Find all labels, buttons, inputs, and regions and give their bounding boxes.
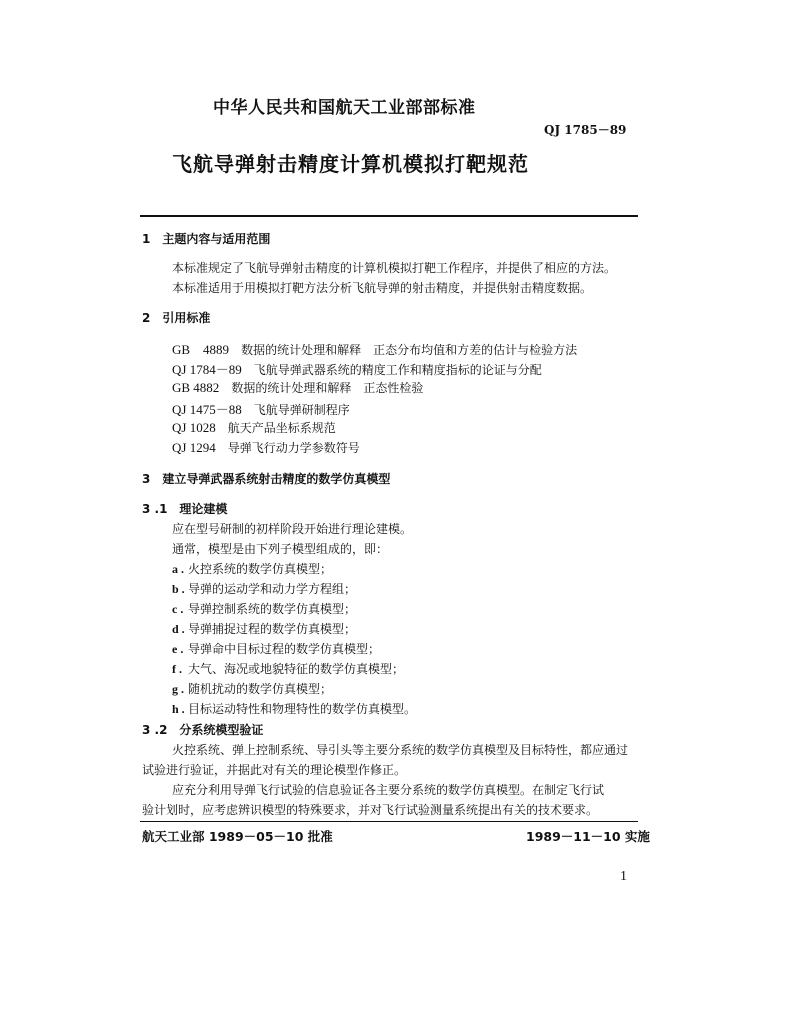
section-3-2-paragraph-1-line-2: 试验进行验证，并据此对有关的理论模型作修正。 [142,763,407,777]
section-3-2-heading: 3 .2 分系统模型验证 [142,723,264,737]
ministry-header: 中华人民共和国航天工业部部标准 [213,98,476,118]
list-item [172,640,380,657]
list-item [172,620,356,637]
list-item-label: a . [172,562,184,576]
reference-code: QJ 1784－89 [172,362,242,377]
list-item [172,600,356,617]
section-1-paragraph-2: 本标准适用于用模拟打靶方法分析飞航导弹的射击精度，并提供射击精度数据。 [172,281,593,295]
list-item-text: 导弹控制系统的数学仿真模型； [188,602,357,616]
list-item [172,700,416,717]
reference-code: QJ 1294 [172,440,216,455]
list-item [172,680,332,697]
reference-title: 航天产品坐标系规范 [227,421,336,435]
effective-date: 1989－11－10 实施 [526,829,650,844]
list-item [172,560,332,577]
page-number: 1 [620,869,627,884]
list-item [172,660,404,677]
approval-date: 航天工业部 1989－05－10 批准 [142,829,333,844]
reference-code: GB 4889 [172,342,230,357]
list-item-text: 大气、海况或地貌特征的数学仿真模型； [188,662,405,676]
reference-title: 数据的统计处理和解释 正态分布均值和方差的估计与检验方法 [241,343,578,357]
reference-code: QJ 1028 [172,420,216,435]
list-item-label: g . [172,682,184,696]
section-1-paragraph-1: 本标准规定了飞航导弹射击精度的计算机模拟打靶工作程序，并提供了相应的方法。 [172,261,617,275]
list-item [172,580,356,597]
list-item-label: c . [172,602,184,616]
list-item-text: 导弹的运动学和动力学方程组； [188,582,357,596]
section-3-2-paragraph-2-line-2: 验计划时，应考虑辨识模型的特殊要求，并对飞行试验测量系统提出有关的技术要求。 [142,803,599,817]
reference-title: 飞航导弹武器系统的精度工作和精度指标的论证与分配 [253,363,542,377]
reference-title: 飞航导弹研制程序 [253,403,350,417]
reference-item [172,379,423,396]
reference-title: 导弹飞行动力学参数符号 [227,441,360,455]
section-1-heading: 1 主题内容与适用范围 [142,232,271,246]
document-title: 飞航导弹射击精度计算机模拟打靶规范 [172,152,529,176]
top-rule-thick [140,215,638,217]
reference-item [172,339,577,358]
standard-code: QJ 1785－89 [544,123,627,137]
list-item-text: 导弹命中目标过程的数学仿真模型； [188,642,381,656]
list-item-label: d . [172,622,185,636]
reference-title: 数据的统计处理和解释 正态性检验 [231,381,424,395]
list-item-text: 目标运动特性和物理特性的数学仿真模型。 [188,702,417,716]
list-item-label: e . [172,642,184,656]
reference-code: QJ 1475－88 [172,402,242,417]
section-3-1-paragraph-1: 应在型号研制的初样阶段开始进行理论建模。 [172,522,413,536]
section-2-heading: 2 引用标准 [142,311,211,325]
list-item-label: b . [172,582,185,596]
reference-item [172,419,336,436]
reference-item [172,399,350,418]
reference-code: GB 4882 [172,380,220,395]
section-3-heading: 3 建立导弹武器系统射击精度的数学仿真模型 [142,472,391,486]
list-item-text: 导弹捕捉过程的数学仿真模型； [188,622,357,636]
list-item-label: f . [172,662,182,676]
list-item-text: 随机扰动的数学仿真模型； [188,682,333,696]
list-item-label: h . [172,702,185,716]
reference-item [172,439,360,456]
section-3-1-paragraph-2: 通常，模型是由下列子模型组成的，即： [172,542,389,556]
section-3-2-paragraph-2-line-1: 应充分利用导弹飞行试验的信息验证各主要分系统的数学仿真模型。在制定飞行试 [172,783,605,797]
bottom-rule [140,821,638,822]
section-3-2-paragraph-1-line-1: 火控系统、弹上控制系统、导引头等主要分系统的数学仿真模型及目标特性，都应通过 [172,743,629,757]
section-3-1-heading: 3 .1 理论建模 [142,502,228,516]
reference-item [172,359,542,378]
list-item-text: 火控系统的数学仿真模型； [188,562,333,576]
